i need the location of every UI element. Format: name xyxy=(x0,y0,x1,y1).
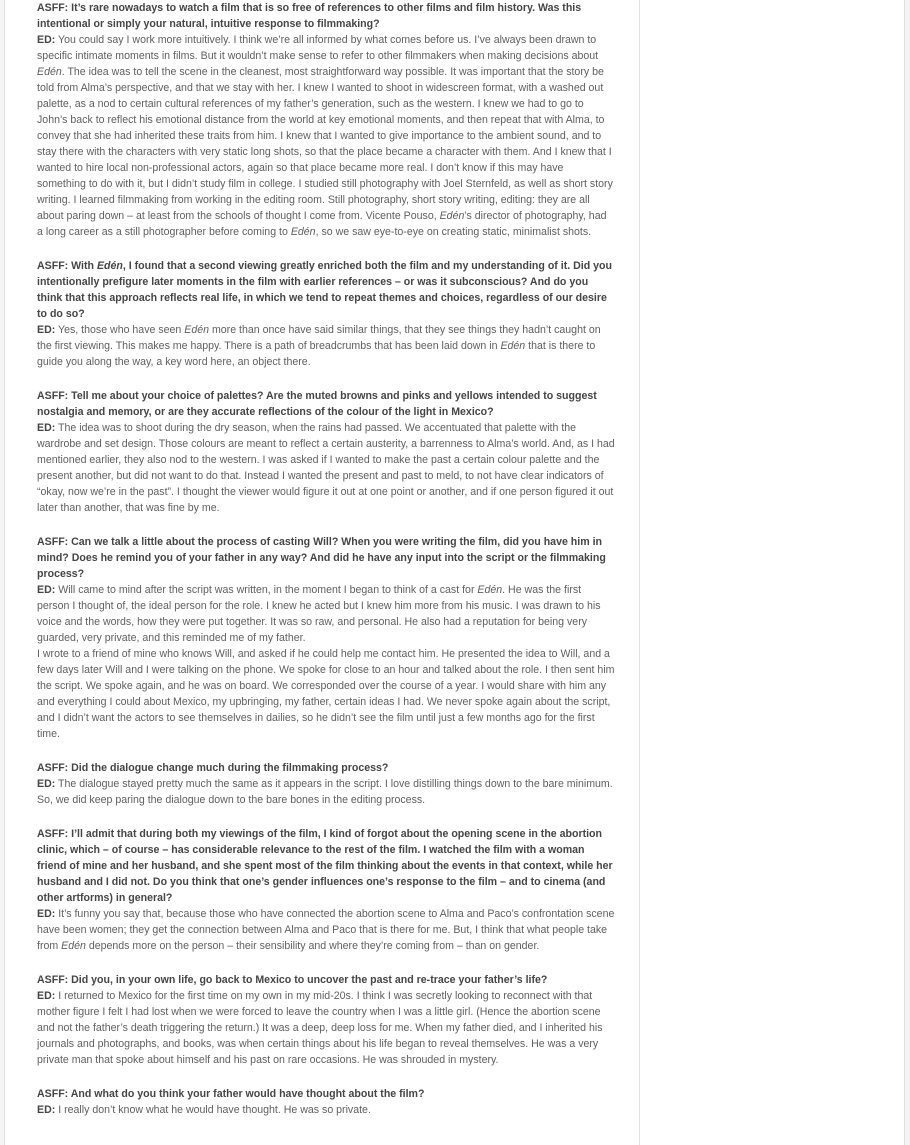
answer-label: ED: xyxy=(37,324,56,336)
text-run: more than once have said similar things, that they see things they hadn’t caught on the first viewing. This makes me happy. There is a path of breadcrumbs that has been laid down in xyxy=(37,324,601,352)
qa-block xyxy=(37,258,615,370)
text-run: It’s funny you say that, because those who have connected the abortion scene to Alma and Paco’s confrontation scene have been women; they get the connection between Alma and Paco that is there for me. But, I think that what people take from xyxy=(37,908,615,952)
text-run: The dialogue stayed pretty much the same as it appears in the script. I love distilling things down to the bare minimum. So, we did keep paring the dialogue down to the bare bones in the editing process. xyxy=(37,778,613,806)
qa-block xyxy=(37,760,615,808)
answer-label: ED: xyxy=(37,990,56,1002)
question xyxy=(37,388,615,420)
question xyxy=(37,972,615,988)
page-background xyxy=(4,0,905,1145)
question xyxy=(37,826,615,906)
text-run: Did you, in your own life, go back to Mexico to uncover the past and re-trace your father’s life? xyxy=(71,974,548,986)
text-run: With xyxy=(71,260,97,272)
qa-block xyxy=(37,534,615,742)
interview-article xyxy=(37,0,615,1136)
interviewer-label: ASFF: xyxy=(37,2,69,14)
answer xyxy=(37,646,615,742)
answer xyxy=(37,1102,615,1118)
film-title: Edén xyxy=(96,260,123,272)
text-run: I returned to Mexico for the first time on my own in my mid-20s. I think I was secretly looking to reconnect with that mother figure I felt I had lost when we were forced to leave the country when I was a little girl. (Hence the abortion scene and not the father’s death triggering the return.) It was a deep, deep loss for me. When my father died, and I inherited his journals and photographs, and books, was when certain things about his life began to reveal themselves. He was a very private man that spoke about himself and his past on rare occasions. He was shrouded in mystery. xyxy=(37,990,603,1066)
text-run: . The idea was to tell the scene in the cleanest, most straightforward way possible. It was important that the story be told from Alma’s perspective, and that we stay with her. I knew I wanted to shoot in widescreen format, with a washed out palette, as a nod to certain cultural references of my father’s generation, such as the western. I knew we had to go to John’s back to reflect his emotional distance from the world at key emotional moments, and then repeat that with Alma, to convey that she had inherited these traits from him. I knew that I wanted to give importance to the ambient sound, and to stay there with the characters with very static long shots, so that the place became a character with them. And I knew that I wanted to hire local non-professional actors, again so that place became more real. I don’t know if this may have something to do with it, but I didn’t study film in college. I studied still photography with Joel Sternfeld, as well as short story writing. I learned filmmaking from working in the editing room. Still photography, short story writing, editing: they are all about paring down – at least from the schools of thought I come from. Vicente Pouso, xyxy=(37,66,613,222)
film-title: Edén xyxy=(477,584,503,596)
interviewer-label: ASFF: xyxy=(37,390,69,402)
text-run: Tell me about your choice of palettes? Are the muted browns and pinks and yellows intended to suggest nostalgia and memory, or are they accurate reflections of the colour of the light in Mexico? xyxy=(37,390,597,418)
answer-label: ED: xyxy=(37,778,56,790)
text-run: The idea was to shoot during the dry season, when the rains had passed. We accentuated that palette with the wardrobe and set design. Those colours are meant to reflect a certain austerity, a barrenness to Alma’s world. And, as I had mentioned earlier, they also nod to the western. I was asked if I wanted to make the past a certain colour palette and the present another, but did not want to do that. Instead I wanted the present and past to meld, to not have clear indicators of “okay, now we’re in the past”. I thought the viewer would figure it out at one point or another, and if one person figured it out later than another, that was fine by me. xyxy=(37,422,615,514)
text-run: depends more on the person – their sensibility and where they’re coming from – than on gender. xyxy=(85,940,540,952)
text-run: Yes, those who have seen xyxy=(58,324,185,336)
interviewer-label: ASFF: xyxy=(37,1088,69,1100)
answer xyxy=(37,906,615,954)
interviewer-label: ASFF: xyxy=(37,828,69,840)
text-run: . He was the first person I thought of, the ideal person for the role. I knew he acted but I knew him more from his music. I was drawn to his voice and the words, how they were put together. It was so raw, and personal. He also had a reputation for being very guarded, very private, and this reminded me of my father. xyxy=(37,584,601,644)
interviewer-label: ASFF: xyxy=(37,260,69,272)
film-title: Edén xyxy=(37,66,62,78)
text-run: Will came to mind after the script was written, in the moment I began to think of a cast for xyxy=(58,584,478,596)
answer xyxy=(37,32,615,240)
answer xyxy=(37,582,615,646)
qa-block xyxy=(37,0,615,240)
text-run: ’s director of photography, had a long career as a still photographer before coming to xyxy=(37,210,607,238)
film-title: Edén xyxy=(61,940,86,952)
text-run: that is there to guide you along the way, a key word here, an object there. xyxy=(37,340,596,368)
qa-block xyxy=(37,388,615,516)
text-run: I wrote to a friend of mine who knows Will, and asked if he could help me contact him. He presented the idea to Will, and a few days later Will and I were talking on the phone. We spoke for close to an hour and talked about the role. I then sent him the script. We spoke again, and he was on board. We corresponded over the course of a year. I would share with him any and everything I could about Mexico, my upbringing, my father, certain ideas I had. We never spoke again about the script, and I didn’t want the actors to see themselves in dailies, so he didn’t see the film until just a few months ago for the first time. xyxy=(37,648,615,740)
film-title: Edén xyxy=(290,226,316,238)
film-title: Edén xyxy=(439,210,465,222)
text-run: , I found that a second viewing greatly enriched both the film and my understanding of it. Did you intentionally prefigure later moments in the film with earlier references – or was it subconscious? And do you think that this approach reflects real life, in which we tend to repeat themes and choices, regardless of our desire to do so? xyxy=(37,260,612,320)
answer-label: ED: xyxy=(37,908,56,920)
question xyxy=(37,534,615,582)
text-run: Can we talk a little about the process of casting Will? When you were writing the film, did you have him in mind? Does he remind you of your father in any way? And did he have any input into the script or the filmmaking process? xyxy=(37,536,606,580)
film-title: Edén xyxy=(184,324,210,336)
answer-label: ED: xyxy=(37,1104,56,1116)
answer-label: ED: xyxy=(37,34,56,46)
answer xyxy=(37,776,615,808)
question xyxy=(37,258,615,322)
text-run: You could say I work more intuitively. I think we’re all informed by what comes before us. I’ve always been drawn to specific intimate moments in films. But it wouldn’t make sense to refer to other filmmakers when making decisions about xyxy=(37,34,599,62)
answer xyxy=(37,322,615,370)
text-run: , so we saw eye-to-eye on creating static, minimalist shots. xyxy=(315,226,592,238)
interviewer-label: ASFF: xyxy=(37,536,69,548)
text-run: It’s rare nowadays to watch a film that is so free of references to other films and film history. Was this intentional or simply your natural, intuitive response to filmmaking? xyxy=(37,2,582,30)
text-run: I really don’t know what he would have thought. He was so private. xyxy=(58,1104,371,1116)
text-run: And what do you think your father would have thought about the film? xyxy=(70,1088,425,1100)
answer-label: ED: xyxy=(37,584,56,596)
question xyxy=(37,760,615,776)
answer xyxy=(37,420,615,516)
qa-block xyxy=(37,1086,615,1118)
text-run: I’ll admit that during both my viewings of the film, I kind of forgot about the opening scene in the abortion clinic, which – of course – has considerable relevance to the rest of the film. I watched the film with a woman friend of mine and her husband, and she spent most of the film thinking about the events in that context, while her husband and I did not. Do you think that one’s gender influences one’s response to the film – and to cinema (and other artforms) in general? xyxy=(37,828,613,904)
text-run: Did the dialogue change much during the filmmaking process? xyxy=(71,762,389,774)
interviewer-label: ASFF: xyxy=(37,762,69,774)
question xyxy=(37,0,615,32)
qa-block xyxy=(37,972,615,1068)
sidebar-divider xyxy=(639,0,640,1145)
interviewer-label: ASFF: xyxy=(37,974,69,986)
answer xyxy=(37,988,615,1068)
answer-label: ED: xyxy=(37,422,56,434)
film-title: Edén xyxy=(500,340,526,352)
qa-block xyxy=(37,826,615,954)
question xyxy=(37,1086,615,1102)
